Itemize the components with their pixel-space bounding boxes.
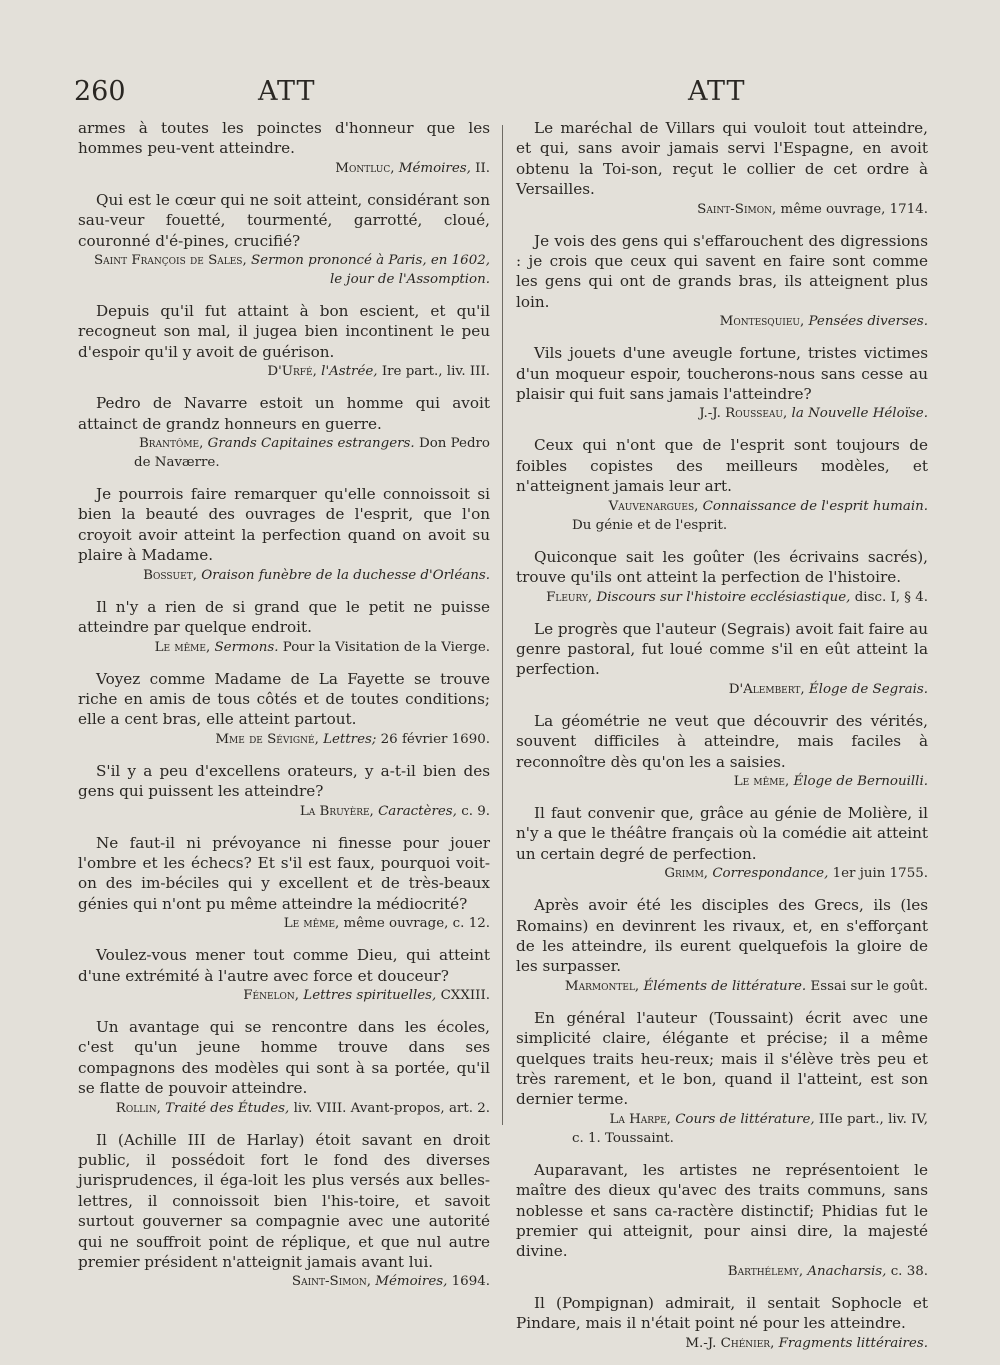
citation-work: Sermon prononcé à Paris, en 1602, le jour de l'Assomption. <box>250 253 490 288</box>
citation-work: Fragments littéraires. <box>778 1335 928 1351</box>
citation-detail: Pour la Visitation de la Vierge. <box>282 639 490 655</box>
citation-detail: II. <box>475 160 490 176</box>
citation-work: Grands Capitaines estrangers. <box>207 436 415 452</box>
citation-source <box>516 404 928 423</box>
citation-detail: 1694. <box>451 1274 490 1290</box>
citation-entry <box>516 547 928 607</box>
citation-work: Éloge de Bernouilli. <box>793 773 928 789</box>
citation-source <box>516 864 928 883</box>
citation-source <box>78 914 490 933</box>
citation-author: Saint François de Sales, <box>93 253 247 269</box>
citation-author: Montluc, <box>335 160 395 176</box>
citation-author: Rollin, <box>115 1100 161 1116</box>
citation-source <box>516 1262 928 1281</box>
quote-text: Ceux qui n'ont que de l'esprit sont toujours de foibles copistes des meilleurs modèles, et n'atteignent jamais leur art. <box>516 436 928 496</box>
citation-entry <box>516 231 928 332</box>
citation-author: Bossuet, <box>143 567 197 583</box>
citation-author: La Bruyère, <box>299 803 374 819</box>
citation-work: Connaissance de l'esprit humain. <box>702 498 928 514</box>
citation-author: D'Urfé, <box>267 364 317 380</box>
citation-source <box>516 1110 928 1148</box>
citation-author: Brantôme, <box>138 436 204 452</box>
citation-entry <box>516 343 928 423</box>
citation-work: Lettres; <box>323 731 377 747</box>
right-column <box>516 118 928 1365</box>
citation-entry <box>516 118 928 219</box>
citation-source <box>78 566 490 585</box>
citation-continuation: Du génie et de l'esprit. <box>572 517 728 533</box>
quote-text: Voyez comme Madame de La Fayette se trouve riche en amis de tous côtés et de toutes conditions; elle a cent bras, elle atteint partout. <box>78 669 490 729</box>
quote-text: Le maréchal de Villars qui vouloit tout atteindre, et qui, sans avoir jamais servi l'Espagne, en avoit obtenu la Toi-son, reçut le collier de cet ordre à Versailles. <box>516 119 928 199</box>
page-number: 260 <box>74 76 126 107</box>
citation-detail: 26 février 1690. <box>380 731 490 747</box>
citation-work: Oraison funèbre de la duchesse d'Orléans. <box>201 567 490 583</box>
citation-detail: même ouvrage, 1714. <box>780 201 928 217</box>
quote-text: Pedro de Navarre estoit un homme qui avoit attainct de grandz honneurs en guerre. <box>78 394 490 433</box>
quote-text: Il n'y a rien de si grand que le petit ne puisse atteindre par quelque endroit. <box>78 597 490 637</box>
citation-author: J.-J. Rousseau, <box>699 406 788 422</box>
citation-work: Mémoires, <box>375 1274 448 1290</box>
citation-author: Grimm, <box>664 866 709 882</box>
citation-entry <box>78 301 490 381</box>
quote-text: Après avoir été les disciples des Grecs, ils (les Romains) en devinrent les rivaux, et, en s'efforçant de les atteindre, ils eurent quelquefois la gloire de les surpasser. <box>516 896 928 976</box>
citation-entry <box>516 895 928 996</box>
quote-text: En général l'auteur (Toussaint) écrit avec une simplicité claire, élégante et précise; il a même quelques traits heu-reux; mais il s'élève très peu et très rarement, et le bon, quand il l'atteint, est son dernier terme. <box>516 1008 928 1109</box>
citation-author: Le même, <box>283 916 340 932</box>
citation-continuation: de Naværre. <box>134 455 220 471</box>
citation-author: D'Alembert, <box>728 681 805 697</box>
citation-source <box>516 497 928 535</box>
citation-entry <box>78 484 490 585</box>
citation-entry <box>78 761 490 821</box>
citation-work: Caractères, <box>378 803 457 819</box>
citation-source <box>78 638 490 657</box>
citation-entry <box>516 435 928 534</box>
citation-author: La Harpe, <box>609 1111 671 1127</box>
citation-source <box>516 200 928 219</box>
citation-entry <box>78 190 490 289</box>
citation-detail: IIIe part., liv. IV, <box>818 1111 928 1127</box>
citation-detail: Essai sur le goût. <box>810 978 928 994</box>
citation-entry <box>516 619 928 699</box>
citation-source <box>516 312 928 331</box>
quote-text: Il (Pompignan) admirait, il sentait Sophocle et Pindare, mais il n'était point né pour les atteindre. <box>516 1293 928 1333</box>
citation-entry <box>78 945 490 1005</box>
citation-work: Traité des Études, <box>165 1100 290 1116</box>
quote-text: Auparavant, les artistes ne représentoient le maître des dieux qu'avec des traits communs, sans noblesse et sans ca-ractère distinctif; Phidias fut le premier qui atteignit, pour ainsi dire, la majesté divine. <box>516 1160 928 1261</box>
citation-detail: liv. VIII. Avant-propos, art. 2. <box>293 1100 490 1116</box>
citation-work: l'Astrée, <box>321 364 378 380</box>
citation-source <box>78 986 490 1005</box>
citation-work: Éloge de Segrais. <box>808 681 928 697</box>
citation-entry <box>78 1017 490 1118</box>
quote-text: Ne faut-il ni prévoyance ni finesse pour jouer l'ombre et les échecs? Et s'il est faux, pourquoi voit-on des im-béciles qui y excellent et de très-beaux génies qui n'ont pu même atteindre la médiocrité? <box>78 833 490 913</box>
citation-entry <box>78 1130 490 1292</box>
citation-entry <box>516 803 928 883</box>
citation-author: Saint-Simon, <box>291 1274 371 1290</box>
quote-text: Depuis qu'il fut attaint à bon escient, et qu'il recogneut son mal, il jugea bien incontinent le peu d'espoir qu'il y avoit de guérison. <box>78 302 490 361</box>
citation-work: Anacharsis, <box>807 1263 887 1279</box>
quote-text: Il faut convenir que, grâce au génie de Molière, il n'y a que le théâtre français où la comédie ait atteint un certain degré de perfection. <box>516 803 928 863</box>
citation-source <box>516 1334 928 1353</box>
running-head-right: ATT <box>688 76 746 107</box>
citation-entry <box>78 118 490 178</box>
citation-detail: Ire part., liv. III. <box>381 364 490 380</box>
left-column <box>78 118 490 1303</box>
quote-text: La géométrie ne veut que découvrir des vérités, souvent difficiles à atteindre, mais faciles à reconnoître dès qu'on les a saisies. <box>516 711 928 771</box>
citation-entry <box>78 669 490 749</box>
citation-source <box>516 772 928 791</box>
citation-source <box>78 802 490 821</box>
citation-detail: disc. I, § 4. <box>854 589 928 605</box>
quote-text: Quiconque sait les goûter (les écrivains sacrés), trouve qu'ils ont atteint la perfection de l'histoire. <box>516 547 928 587</box>
citation-entry <box>78 597 490 657</box>
citation-detail: Don Pedro <box>418 436 490 452</box>
quote-text: Vils jouets d'une aveugle fortune, tristes victimes d'un moqueur espoir, toucherons-nous sans cesse au plaisir qui fuit sans jamais l'atteindre? <box>516 344 928 404</box>
citation-detail: c. 38. <box>890 1263 928 1279</box>
citation-work: Éléments de littérature. <box>643 978 807 994</box>
citation-continuation: c. 1. Toussaint. <box>572 1130 674 1146</box>
citation-work: Pensées diverses. <box>808 314 928 330</box>
citation-work: Cours de littérature, <box>675 1111 815 1127</box>
quote-text: S'il y a peu d'excellens orateurs, y a-t-il bien des gens qui puissent les atteindre? <box>78 761 490 801</box>
citation-work: Correspondance, <box>712 866 829 882</box>
citation-source <box>78 362 490 381</box>
citation-author: Saint-Simon, <box>697 201 777 217</box>
citation-work: Sermons. <box>214 639 279 655</box>
citation-entry <box>516 1008 928 1148</box>
citation-source <box>78 251 490 289</box>
citation-author: Montesquieu, <box>719 314 805 330</box>
citation-entry <box>78 393 490 472</box>
citation-source <box>78 1272 490 1291</box>
citation-author: Vauvenargues, <box>608 498 699 514</box>
citation-detail: 1er juin 1755. <box>832 866 928 882</box>
quote-text: Il (Achille III de Harlay) étoit savant en droit public, il possédoit fort le fond des diverses jurisprudences, il éga-loit les plus versés aux belles-lettres, il connoissoit bien l'his-toire, et savoit surtout gouverner sa compagnie avec une autorité qui ne souffroit point de réplique, et que nul autre premier président n'atteignit jamais avant lui. <box>78 1130 490 1272</box>
citation-work: Mémoires, <box>398 160 471 176</box>
citation-author: M.-J. Chénier, <box>685 1335 775 1351</box>
citation-author: Le même, <box>733 773 790 789</box>
citation-source <box>78 159 490 178</box>
citation-source <box>78 434 490 472</box>
citation-entry <box>78 833 490 934</box>
citation-author: Mme de Sévigné, <box>215 731 319 747</box>
column-rule <box>502 125 503 1125</box>
citation-entry <box>516 1160 928 1281</box>
citation-author: Marmontel, <box>564 978 640 994</box>
citation-entry <box>516 711 928 791</box>
citation-detail: c. 9. <box>461 803 490 819</box>
citation-author: Fénelon, <box>243 987 300 1003</box>
citation-detail: CXXIII. <box>440 987 490 1003</box>
citation-detail: même ouvrage, c. 12. <box>343 916 490 932</box>
citation-work: Lettres spirituelles, <box>303 987 437 1003</box>
citation-work: Discours sur l'histoire ecclésiastique, <box>596 589 851 605</box>
citation-author: Le même, <box>154 639 211 655</box>
citation-source <box>78 730 490 749</box>
quote-text: Qui est le cœur qui ne soit atteint, considérant son sau-veur fouetté, tourmenté, garrotté, cloué, couronné d'é-pines, crucifié? <box>78 190 490 250</box>
citation-source <box>516 588 928 607</box>
citation-work: la Nouvelle Héloïse. <box>791 406 928 422</box>
quote-text: Voulez-vous mener tout comme Dieu, qui atteint d'une extrémité à l'autre avec force et douceur? <box>78 946 490 985</box>
quote-text: Je pourrois faire remarquer qu'elle connoissoit si bien la beauté des ouvrages de l'esprit, que l'on croyoit avoir atteint la perfection quand on avoit su plaire à Madame. <box>78 485 490 565</box>
citation-source <box>516 680 928 699</box>
citation-author: Fleury, <box>546 589 593 605</box>
quote-text: armes à toutes les poinctes d'honneur que les hommes peu-vent atteindre. <box>78 119 490 158</box>
running-head-left: ATT <box>258 76 316 107</box>
quote-text: Je vois des gens qui s'effarouchent des digressions : je crois que ceux qui savent en faire sont comme les gens qui ont de grands bras, ils atteignent plus loin. <box>516 231 928 311</box>
citation-entry <box>516 1293 928 1353</box>
quote-text: Un avantage qui se rencontre dans les écoles, c'est qu'un jeune homme trouve dans ses compagnons des modèles qui sont à sa portée, qu'il se flatte de pouvoir atteindre. <box>78 1017 490 1098</box>
quote-text: Le progrès que l'auteur (Segrais) avoit fait faire au genre pastoral, fut loué comme s'il en eût atteint la perfection. <box>516 619 928 679</box>
citation-source <box>516 977 928 996</box>
citation-author: Barthélemy, <box>727 1263 804 1279</box>
citation-source <box>78 1099 490 1118</box>
